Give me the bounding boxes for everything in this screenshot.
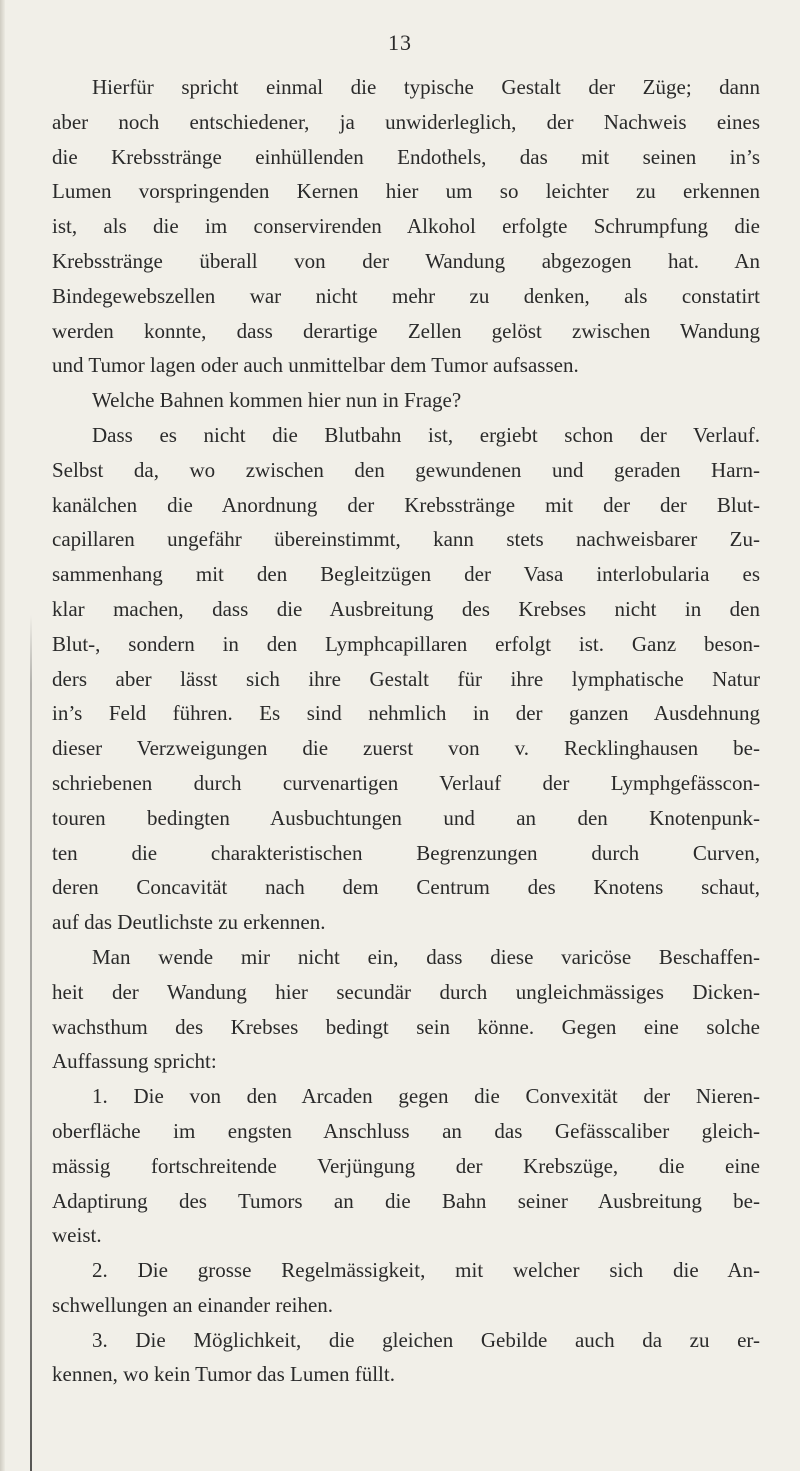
body-text — [52, 70, 760, 1392]
text-line: Auffassung spricht: — [52, 1049, 217, 1074]
text-line: capillaren ungefähr übereinstimmt, kann stets nachweisbarer Zu- — [52, 527, 760, 552]
text-line: weist. — [52, 1223, 102, 1248]
text-line: 1. Die von den Arcaden gegen die Convexität der Nieren- — [92, 1084, 760, 1109]
text-line: Man wende mir nicht ein, dass diese varicöse Beschaffen- — [92, 944, 760, 969]
text-line: heit der Wandung hier secundär durch ungleichmässiges Dicken- — [52, 979, 760, 1004]
text-line: 2. Die grosse Regelmässigkeit, mit welcher sich die An- — [92, 1258, 760, 1283]
text-line: kanälchen die Anordnung der Krebsstränge mit der der Blut- — [52, 492, 760, 517]
text-line: wachsthum des Krebses bedingt sein könne. Gegen eine solche — [52, 1014, 760, 1039]
text-line: und Tumor lagen oder auch unmittelbar dem Tumor aufsassen. — [52, 353, 579, 378]
text-line: dieser Verzweigungen die zuerst von v. Recklinghausen be- — [52, 736, 760, 761]
text-line: ders aber lässt sich ihre Gestalt für ihre lymphatische Natur — [52, 666, 760, 691]
text-line: ten die charakteristischen Begrenzungen durch Curven, — [52, 840, 760, 865]
text-line: touren bedingten Ausbuchtungen und an den Knotenpunk- — [52, 805, 760, 830]
text-line: die Krebsstränge einhüllenden Endothels, das mit seinen in’s — [52, 144, 760, 169]
text-line: 3. Die Möglichkeit, die gleichen Gebilde auch da zu er- — [92, 1327, 760, 1352]
text-line: Welche Bahnen kommen hier nun in Frage? — [92, 388, 462, 413]
text-line: Bindegewebszellen war nicht mehr zu denken, als constatirt — [52, 283, 760, 308]
text-line: Hierfür spricht einmal die typische Gestalt der Züge; dann — [92, 75, 760, 99]
text-line: deren Concavität nach dem Centrum des Knotens schaut, — [52, 875, 760, 900]
text-line: Blut-, sondern in den Lymphcapillaren erfolgt ist. Ganz beson- — [52, 631, 760, 656]
text-line: oberfläche im engsten Anschluss an das Gefässcaliber gleich- — [52, 1118, 760, 1143]
binding-gutter-line — [30, 615, 32, 1471]
text-line: auf das Deutlichste zu erkennen. — [52, 910, 326, 935]
text-line: aber noch entschiedener, ja unwiderleglich, der Nachweis eines — [52, 109, 760, 134]
text-line: Selbst da, wo zwischen den gewundenen und geraden Harn- — [52, 457, 760, 482]
page-number: 13 — [388, 30, 412, 55]
text-line: Krebsstränge überall von der Wandung abgezogen hat. An — [52, 248, 760, 273]
page-edge-shadow — [0, 0, 5, 1471]
text-line: Lumen vorspringenden Kernen hier um so leichter zu erkennen — [52, 179, 760, 204]
text-line: sammenhang mit den Begleitzügen der Vasa interlobularia es — [52, 562, 760, 587]
text-line: schriebenen durch curvenartigen Verlauf der Lymphgefässcon- — [52, 770, 760, 795]
text-line: Dass es nicht die Blutbahn ist, ergiebt schon der Verlauf. — [92, 422, 760, 447]
text-line: schwellungen an einander reihen. — [52, 1292, 334, 1317]
text-line: in’s Feld führen. Es sind nehmlich in der ganzen Ausdehnung — [52, 701, 760, 726]
text-line: mässig fortschreitende Verjüngung der Krebszüge, die eine — [52, 1153, 760, 1178]
text-line: Adaptirung des Tumors an die Bahn seiner Ausbreitung be- — [52, 1188, 760, 1213]
text-line: werden konnte, dass derartige Zellen gelöst zwischen Wandung — [52, 318, 760, 343]
text-line: kennen, wo kein Tumor das Lumen füllt. — [52, 1362, 395, 1387]
text-line: klar machen, dass die Ausbreitung des Krebses nicht in den — [52, 596, 760, 621]
text-line: ist, als die im conservirenden Alkohol erfolgte Schrumpfung die — [52, 214, 760, 239]
